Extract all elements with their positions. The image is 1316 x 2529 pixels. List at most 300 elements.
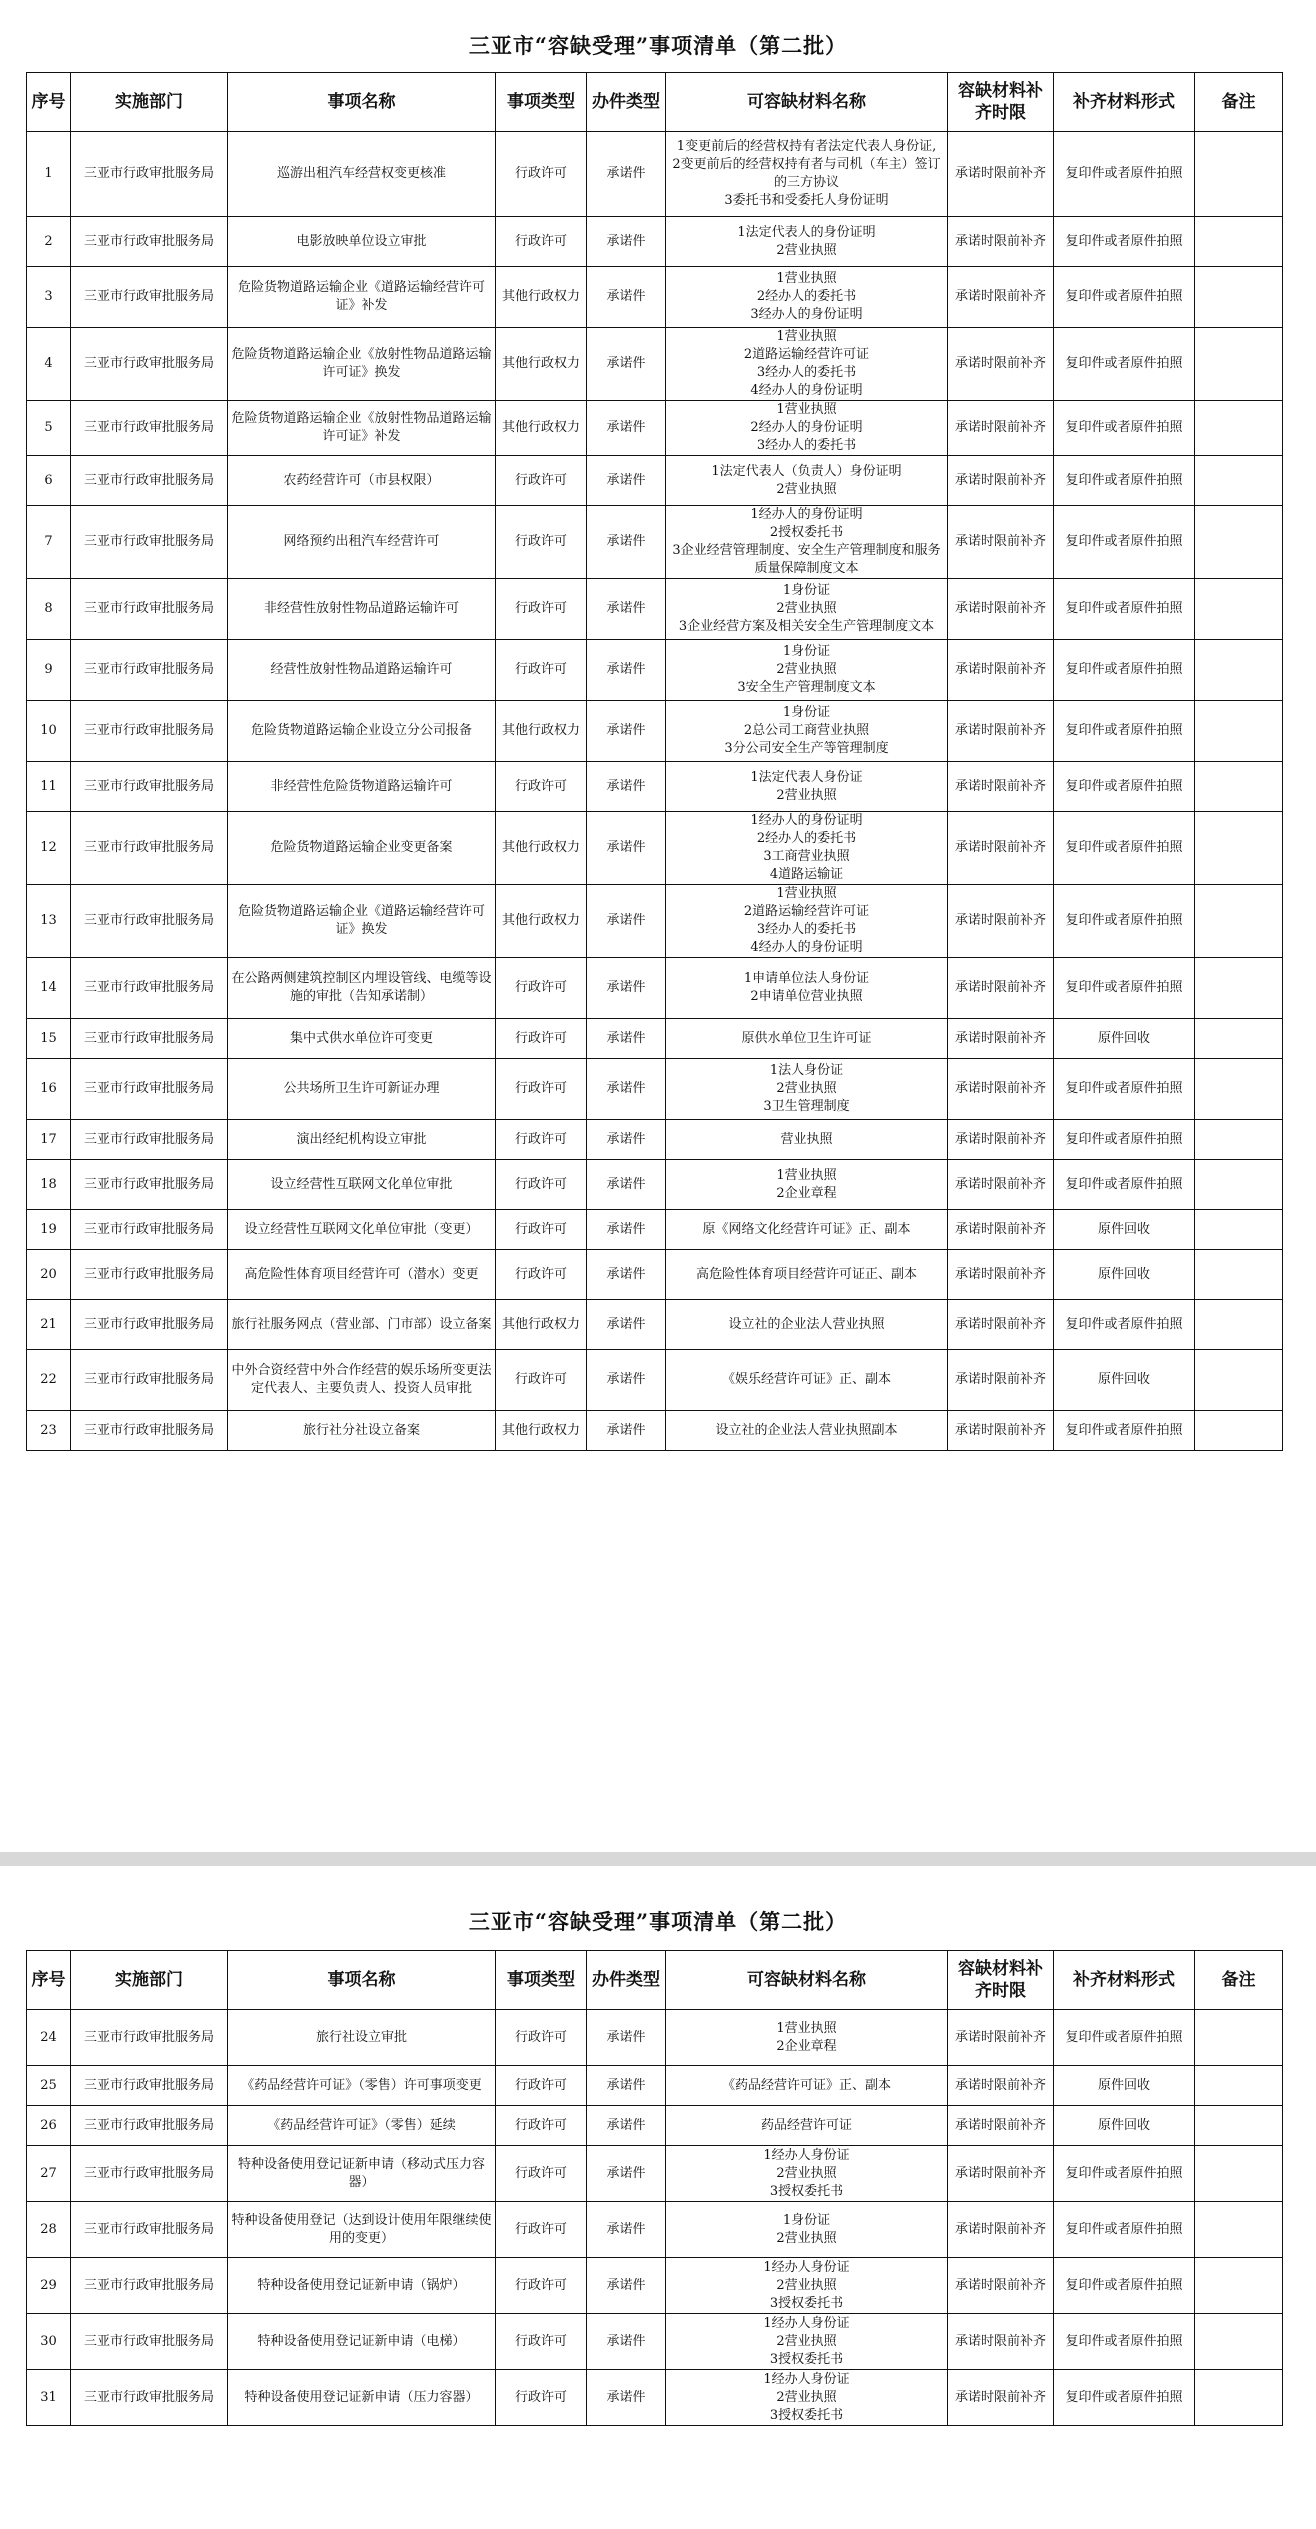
- row-number-cell: 29: [27, 2258, 71, 2314]
- table-header-row: [27, 1951, 1283, 2010]
- case-type-cell: 承诺件: [587, 1250, 666, 1300]
- case-type-cell: 承诺件: [587, 217, 666, 267]
- table-header-row: [27, 73, 1283, 132]
- deadline-cell: 承诺时限前补齐: [948, 2146, 1054, 2202]
- remarks-cell: [1195, 1250, 1283, 1300]
- remarks-cell: [1195, 456, 1283, 506]
- remarks-cell: [1195, 1411, 1283, 1451]
- material-form-cell: 复印件或者原件拍照: [1054, 2146, 1195, 2202]
- materials-cell: 1经办人的身份证明 2授权委托书 3企业经营管理制度、安全生产管理制度和服务质量保障制度文本: [666, 506, 948, 579]
- table-row: [27, 2010, 1283, 2066]
- case-type-cell: 承诺件: [587, 401, 666, 456]
- deadline-cell: 承诺时限前补齐: [948, 762, 1054, 812]
- remarks-cell: [1195, 701, 1283, 762]
- deadline-cell: 承诺时限前补齐: [948, 1120, 1054, 1160]
- case-type-cell: 承诺件: [587, 506, 666, 579]
- deadline-cell: 承诺时限前补齐: [948, 1059, 1054, 1120]
- case-type-cell: 承诺件: [587, 958, 666, 1019]
- materials-cell: 1营业执照 2企业章程: [666, 1160, 948, 1210]
- header-cell: 补齐材料形式: [1054, 73, 1195, 132]
- deadline-cell: 承诺时限前补齐: [948, 328, 1054, 401]
- table-row: [27, 1120, 1283, 1160]
- item-type-cell: 行政许可: [496, 579, 587, 640]
- table-row: [27, 328, 1283, 401]
- material-form-cell: 原件回收: [1054, 1019, 1195, 1059]
- row-number-cell: 12: [27, 812, 71, 885]
- row-number-cell: 25: [27, 2066, 71, 2106]
- case-type-cell: 承诺件: [587, 2370, 666, 2426]
- row-number-cell: 26: [27, 2106, 71, 2146]
- material-form-cell: 复印件或者原件拍照: [1054, 579, 1195, 640]
- item-type-cell: 行政许可: [496, 2370, 587, 2426]
- materials-cell: 1法定代表人身份证 2营业执照: [666, 762, 948, 812]
- item-type-cell: 行政许可: [496, 2010, 587, 2066]
- deadline-cell: 承诺时限前补齐: [948, 1210, 1054, 1250]
- material-form-cell: 复印件或者原件拍照: [1054, 2258, 1195, 2314]
- row-number-cell: 20: [27, 1250, 71, 1300]
- item-name-cell: 非经营性危险货物道路运输许可: [228, 762, 496, 812]
- remarks-cell: [1195, 328, 1283, 401]
- remarks-cell: [1195, 2010, 1283, 2066]
- materials-cell: 1经办人身份证 2营业执照 3授权委托书: [666, 2370, 948, 2426]
- item-table: [26, 72, 1283, 1451]
- item-name-cell: 《药品经营许可证》（零售）许可事项变更: [228, 2066, 496, 2106]
- material-form-cell: 复印件或者原件拍照: [1054, 401, 1195, 456]
- case-type-cell: 承诺件: [587, 640, 666, 701]
- materials-cell: 《药品经营许可证》正、副本: [666, 2066, 948, 2106]
- department-cell: 三亚市行政审批服务局: [71, 762, 228, 812]
- case-type-cell: 承诺件: [587, 2146, 666, 2202]
- deadline-cell: 承诺时限前补齐: [948, 701, 1054, 762]
- department-cell: 三亚市行政审批服务局: [71, 2066, 228, 2106]
- department-cell: 三亚市行政审批服务局: [71, 1350, 228, 1411]
- case-type-cell: 承诺件: [587, 2010, 666, 2066]
- case-type-cell: 承诺件: [587, 762, 666, 812]
- header-cell: 容缺材料补齐时限: [948, 73, 1054, 132]
- table-row: [27, 579, 1283, 640]
- material-form-cell: 复印件或者原件拍照: [1054, 885, 1195, 958]
- table-row: [27, 640, 1283, 701]
- materials-cell: 1法人身份证 2营业执照 3卫生管理制度: [666, 1059, 948, 1120]
- table-row: [27, 1350, 1283, 1411]
- row-number-cell: 16: [27, 1059, 71, 1120]
- row-number-cell: 13: [27, 885, 71, 958]
- materials-cell: 1身份证 2营业执照 3安全生产管理制度文本: [666, 640, 948, 701]
- case-type-cell: 承诺件: [587, 579, 666, 640]
- table-row: [27, 958, 1283, 1019]
- document-page-2: [0, 1866, 1316, 2529]
- item-type-cell: 行政许可: [496, 762, 587, 812]
- case-type-cell: 承诺件: [587, 2066, 666, 2106]
- department-cell: 三亚市行政审批服务局: [71, 401, 228, 456]
- item-name-cell: 经营性放射性物品道路运输许可: [228, 640, 496, 701]
- case-type-cell: 承诺件: [587, 2106, 666, 2146]
- item-type-cell: 行政许可: [496, 1019, 587, 1059]
- item-type-cell: 其他行政权力: [496, 401, 587, 456]
- item-name-cell: 中外合资经营中外合作经营的娱乐场所变更法定代表人、主要负责人、投资人员审批: [228, 1350, 496, 1411]
- material-form-cell: 复印件或者原件拍照: [1054, 267, 1195, 328]
- material-form-cell: 复印件或者原件拍照: [1054, 701, 1195, 762]
- table-row: [27, 1019, 1283, 1059]
- header-cell: 序号: [27, 73, 71, 132]
- row-number-cell: 8: [27, 579, 71, 640]
- materials-cell: 1经办人的身份证明 2经办人的委托书 3工商营业执照 4道路运输证: [666, 812, 948, 885]
- header-cell: 办件类型: [587, 1951, 666, 2010]
- case-type-cell: 承诺件: [587, 1059, 666, 1120]
- material-form-cell: 复印件或者原件拍照: [1054, 2370, 1195, 2426]
- remarks-cell: [1195, 2258, 1283, 2314]
- department-cell: 三亚市行政审批服务局: [71, 958, 228, 1019]
- deadline-cell: 承诺时限前补齐: [948, 2106, 1054, 2146]
- department-cell: 三亚市行政审批服务局: [71, 885, 228, 958]
- remarks-cell: [1195, 1059, 1283, 1120]
- remarks-cell: [1195, 2314, 1283, 2370]
- header-cell: 备注: [1195, 73, 1283, 132]
- department-cell: 三亚市行政审批服务局: [71, 1160, 228, 1210]
- materials-cell: 1法定代表人（负责人）身份证明 2营业执照: [666, 456, 948, 506]
- row-number-cell: 21: [27, 1300, 71, 1350]
- department-cell: 三亚市行政审批服务局: [71, 506, 228, 579]
- material-form-cell: 复印件或者原件拍照: [1054, 2010, 1195, 2066]
- materials-cell: 1经办人身份证 2营业执照 3授权委托书: [666, 2258, 948, 2314]
- department-cell: 三亚市行政审批服务局: [71, 217, 228, 267]
- item-type-cell: 行政许可: [496, 2066, 587, 2106]
- department-cell: 三亚市行政审批服务局: [71, 640, 228, 701]
- header-cell: 补齐材料形式: [1054, 1951, 1195, 2010]
- material-form-cell: 复印件或者原件拍照: [1054, 958, 1195, 1019]
- item-type-cell: 其他行政权力: [496, 267, 587, 328]
- department-cell: 三亚市行政审批服务局: [71, 1250, 228, 1300]
- remarks-cell: [1195, 2146, 1283, 2202]
- deadline-cell: 承诺时限前补齐: [948, 132, 1054, 217]
- case-type-cell: 承诺件: [587, 2202, 666, 2258]
- row-number-cell: 11: [27, 762, 71, 812]
- material-form-cell: 复印件或者原件拍照: [1054, 1120, 1195, 1160]
- item-type-cell: 行政许可: [496, 640, 587, 701]
- remarks-cell: [1195, 2106, 1283, 2146]
- deadline-cell: 承诺时限前补齐: [948, 2202, 1054, 2258]
- row-number-cell: 2: [27, 217, 71, 267]
- material-form-cell: 复印件或者原件拍照: [1054, 217, 1195, 267]
- material-form-cell: 原件回收: [1054, 1210, 1195, 1250]
- materials-cell: 1营业执照 2经办人的身份证明 3经办人的委托书: [666, 401, 948, 456]
- department-cell: 三亚市行政审批服务局: [71, 2146, 228, 2202]
- material-form-cell: 复印件或者原件拍照: [1054, 1300, 1195, 1350]
- item-name-cell: 设立经营性互联网文化单位审批（变更）: [228, 1210, 496, 1250]
- item-name-cell: 《药品经营许可证》（零售）延续: [228, 2106, 496, 2146]
- header-cell: 可容缺材料名称: [666, 1951, 948, 2010]
- deadline-cell: 承诺时限前补齐: [948, 640, 1054, 701]
- table-row: [27, 885, 1283, 958]
- item-name-cell: 特种设备使用登记证新申请（电梯）: [228, 2314, 496, 2370]
- material-form-cell: 复印件或者原件拍照: [1054, 2202, 1195, 2258]
- item-name-cell: 农药经营许可（市县权限）: [228, 456, 496, 506]
- material-form-cell: 复印件或者原件拍照: [1054, 1160, 1195, 1210]
- material-form-cell: 复印件或者原件拍照: [1054, 2314, 1195, 2370]
- table-row: [27, 132, 1283, 217]
- deadline-cell: 承诺时限前补齐: [948, 885, 1054, 958]
- item-type-cell: 行政许可: [496, 2202, 587, 2258]
- table-row: [27, 2202, 1283, 2258]
- item-type-cell: 行政许可: [496, 1120, 587, 1160]
- remarks-cell: [1195, 1210, 1283, 1250]
- department-cell: 三亚市行政审批服务局: [71, 1059, 228, 1120]
- case-type-cell: 承诺件: [587, 1210, 666, 1250]
- department-cell: 三亚市行政审批服务局: [71, 2370, 228, 2426]
- header-cell: 可容缺材料名称: [666, 73, 948, 132]
- item-name-cell: 高危险性体育项目经营许可（潜水）变更: [228, 1250, 496, 1300]
- row-number-cell: 7: [27, 506, 71, 579]
- remarks-cell: [1195, 885, 1283, 958]
- page-separator: [0, 1852, 1316, 1866]
- row-number-cell: 4: [27, 328, 71, 401]
- item-type-cell: 行政许可: [496, 958, 587, 1019]
- header-cell: 事项名称: [228, 1951, 496, 2010]
- remarks-cell: [1195, 812, 1283, 885]
- deadline-cell: 承诺时限前补齐: [948, 812, 1054, 885]
- header-cell: 实施部门: [71, 73, 228, 132]
- header-cell: 事项类型: [496, 1951, 587, 2010]
- remarks-cell: [1195, 2066, 1283, 2106]
- materials-cell: 设立社的企业法人营业执照: [666, 1300, 948, 1350]
- item-type-cell: 其他行政权力: [496, 812, 587, 885]
- row-number-cell: 17: [27, 1120, 71, 1160]
- department-cell: 三亚市行政审批服务局: [71, 2202, 228, 2258]
- item-type-cell: 行政许可: [496, 132, 587, 217]
- remarks-cell: [1195, 132, 1283, 217]
- row-number-cell: 15: [27, 1019, 71, 1059]
- header-cell: 事项类型: [496, 73, 587, 132]
- row-number-cell: 14: [27, 958, 71, 1019]
- remarks-cell: [1195, 506, 1283, 579]
- materials-cell: 1申请单位法人身份证 2申请单位营业执照: [666, 958, 948, 1019]
- department-cell: 三亚市行政审批服务局: [71, 1019, 228, 1059]
- table-row: [27, 401, 1283, 456]
- deadline-cell: 承诺时限前补齐: [948, 217, 1054, 267]
- table-row: [27, 1300, 1283, 1350]
- materials-cell: 原《网络文化经营许可证》正、副本: [666, 1210, 948, 1250]
- table-row: [27, 762, 1283, 812]
- remarks-cell: [1195, 267, 1283, 328]
- department-cell: 三亚市行政审批服务局: [71, 812, 228, 885]
- table-row: [27, 2370, 1283, 2426]
- deadline-cell: 承诺时限前补齐: [948, 1350, 1054, 1411]
- deadline-cell: 承诺时限前补齐: [948, 579, 1054, 640]
- materials-cell: 1经办人身份证 2营业执照 3授权委托书: [666, 2314, 948, 2370]
- item-type-cell: 其他行政权力: [496, 328, 587, 401]
- item-type-cell: 其他行政权力: [496, 701, 587, 762]
- remarks-cell: [1195, 2370, 1283, 2426]
- material-form-cell: 复印件或者原件拍照: [1054, 506, 1195, 579]
- item-type-cell: 行政许可: [496, 1350, 587, 1411]
- row-number-cell: 30: [27, 2314, 71, 2370]
- item-name-cell: 演出经纪机构设立审批: [228, 1120, 496, 1160]
- material-form-cell: 复印件或者原件拍照: [1054, 812, 1195, 885]
- materials-cell: 1法定代表人的身份证明 2营业执照: [666, 217, 948, 267]
- item-type-cell: 行政许可: [496, 1210, 587, 1250]
- deadline-cell: 承诺时限前补齐: [948, 401, 1054, 456]
- case-type-cell: 承诺件: [587, 1019, 666, 1059]
- item-name-cell: 危险货物道路运输企业《放射性物品道路运输许可证》换发: [228, 328, 496, 401]
- remarks-cell: [1195, 762, 1283, 812]
- table-row: [27, 2106, 1283, 2146]
- remarks-cell: [1195, 958, 1283, 1019]
- department-cell: 三亚市行政审批服务局: [71, 267, 228, 328]
- row-number-cell: 9: [27, 640, 71, 701]
- materials-cell: 1营业执照 2经办人的委托书 3经办人的身份证明: [666, 267, 948, 328]
- item-name-cell: 危险货物道路运输企业设立分公司报备: [228, 701, 496, 762]
- item-type-cell: 行政许可: [496, 1160, 587, 1210]
- deadline-cell: 承诺时限前补齐: [948, 1300, 1054, 1350]
- remarks-cell: [1195, 1160, 1283, 1210]
- item-table: [26, 1950, 1283, 2426]
- item-name-cell: 在公路两侧建筑控制区内埋设管线、电缆等设施的审批（告知承诺制）: [228, 958, 496, 1019]
- materials-cell: 药品经营许可证: [666, 2106, 948, 2146]
- page-title: 三亚市“容缺受理”事项清单（第二批）: [468, 33, 848, 58]
- table-row: [27, 1059, 1283, 1120]
- table-row: [27, 506, 1283, 579]
- table-row: [27, 456, 1283, 506]
- materials-cell: 1经办人身份证 2营业执照 3授权委托书: [666, 2146, 948, 2202]
- department-cell: 三亚市行政审批服务局: [71, 579, 228, 640]
- row-number-cell: 19: [27, 1210, 71, 1250]
- item-name-cell: 旅行社设立审批: [228, 2010, 496, 2066]
- item-name-cell: 特种设备使用登记证新申请（压力容器）: [228, 2370, 496, 2426]
- table-row: [27, 701, 1283, 762]
- case-type-cell: 承诺件: [587, 1411, 666, 1451]
- deadline-cell: 承诺时限前补齐: [948, 1019, 1054, 1059]
- table-row: [27, 2258, 1283, 2314]
- item-type-cell: 行政许可: [496, 456, 587, 506]
- deadline-cell: 承诺时限前补齐: [948, 1160, 1054, 1210]
- row-number-cell: 23: [27, 1411, 71, 1451]
- department-cell: 三亚市行政审批服务局: [71, 2106, 228, 2146]
- header-cell: 实施部门: [71, 1951, 228, 2010]
- item-name-cell: 危险货物道路运输企业《放射性物品道路运输许可证》补发: [228, 401, 496, 456]
- case-type-cell: 承诺件: [587, 328, 666, 401]
- item-type-cell: 其他行政权力: [496, 1300, 587, 1350]
- department-cell: 三亚市行政审批服务局: [71, 1300, 228, 1350]
- item-name-cell: 危险货物道路运输企业《道路运输经营许可证》换发: [228, 885, 496, 958]
- row-number-cell: 27: [27, 2146, 71, 2202]
- item-type-cell: 行政许可: [496, 217, 587, 267]
- item-name-cell: 电影放映单位设立审批: [228, 217, 496, 267]
- case-type-cell: 承诺件: [587, 701, 666, 762]
- item-name-cell: 特种设备使用登记证新申请（锅炉）: [228, 2258, 496, 2314]
- item-type-cell: 其他行政权力: [496, 1411, 587, 1451]
- materials-cell: 1营业执照 2企业章程: [666, 2010, 948, 2066]
- materials-cell: 1身份证 2营业执照 3企业经营方案及相关安全生产管理制度文本: [666, 579, 948, 640]
- department-cell: 三亚市行政审批服务局: [71, 456, 228, 506]
- case-type-cell: 承诺件: [587, 2258, 666, 2314]
- deadline-cell: 承诺时限前补齐: [948, 2066, 1054, 2106]
- department-cell: 三亚市行政审批服务局: [71, 701, 228, 762]
- table-row: [27, 2066, 1283, 2106]
- remarks-cell: [1195, 579, 1283, 640]
- deadline-cell: 承诺时限前补齐: [948, 1411, 1054, 1451]
- deadline-cell: 承诺时限前补齐: [948, 2258, 1054, 2314]
- row-number-cell: 1: [27, 132, 71, 217]
- case-type-cell: 承诺件: [587, 2314, 666, 2370]
- row-number-cell: 18: [27, 1160, 71, 1210]
- item-name-cell: 危险货物道路运输企业变更备案: [228, 812, 496, 885]
- item-name-cell: 特种设备使用登记证新申请（移动式压力容器）: [228, 2146, 496, 2202]
- remarks-cell: [1195, 1120, 1283, 1160]
- materials-cell: 《娱乐经营许可证》正、副本: [666, 1350, 948, 1411]
- item-name-cell: 非经营性放射性物品道路运输许可: [228, 579, 496, 640]
- remarks-cell: [1195, 401, 1283, 456]
- case-type-cell: 承诺件: [587, 812, 666, 885]
- deadline-cell: 承诺时限前补齐: [948, 456, 1054, 506]
- material-form-cell: 原件回收: [1054, 2066, 1195, 2106]
- item-type-cell: 其他行政权力: [496, 885, 587, 958]
- remarks-cell: [1195, 1350, 1283, 1411]
- item-name-cell: 集中式供水单位许可变更: [228, 1019, 496, 1059]
- department-cell: 三亚市行政审批服务局: [71, 2258, 228, 2314]
- item-name-cell: 公共场所卫生许可新证办理: [228, 1059, 496, 1120]
- row-number-cell: 10: [27, 701, 71, 762]
- material-form-cell: 原件回收: [1054, 2106, 1195, 2146]
- header-cell: 事项名称: [228, 73, 496, 132]
- remarks-cell: [1195, 640, 1283, 701]
- department-cell: 三亚市行政审批服务局: [71, 132, 228, 217]
- item-type-cell: 行政许可: [496, 2146, 587, 2202]
- case-type-cell: 承诺件: [587, 1300, 666, 1350]
- department-cell: 三亚市行政审批服务局: [71, 2010, 228, 2066]
- deadline-cell: 承诺时限前补齐: [948, 958, 1054, 1019]
- header-cell: 办件类型: [587, 73, 666, 132]
- materials-cell: 1身份证 2总公司工商营业执照 3分公司安全生产等管理制度: [666, 701, 948, 762]
- materials-cell: 设立社的企业法人营业执照副本: [666, 1411, 948, 1451]
- case-type-cell: 承诺件: [587, 1160, 666, 1210]
- page-title: 三亚市“容缺受理”事项清单（第二批）: [468, 1909, 848, 1934]
- materials-cell: 原供水单位卫生许可证: [666, 1019, 948, 1059]
- row-number-cell: 28: [27, 2202, 71, 2258]
- material-form-cell: 复印件或者原件拍照: [1054, 1059, 1195, 1120]
- table-row: [27, 812, 1283, 885]
- case-type-cell: 承诺件: [587, 132, 666, 217]
- row-number-cell: 6: [27, 456, 71, 506]
- material-form-cell: 复印件或者原件拍照: [1054, 762, 1195, 812]
- materials-cell: 1变更前后的经营权持有者法定代表人身份证, 2变更前后的经营权持有者与司机（车主）签订的三方协议 3委托书和受委托人身份证明: [666, 132, 948, 217]
- item-type-cell: 行政许可: [496, 2258, 587, 2314]
- material-form-cell: 原件回收: [1054, 1250, 1195, 1300]
- item-name-cell: 巡游出租汽车经营权变更核准: [228, 132, 496, 217]
- material-form-cell: 复印件或者原件拍照: [1054, 328, 1195, 401]
- row-number-cell: 22: [27, 1350, 71, 1411]
- deadline-cell: 承诺时限前补齐: [948, 2370, 1054, 2426]
- department-cell: 三亚市行政审批服务局: [71, 1210, 228, 1250]
- table-row: [27, 2146, 1283, 2202]
- row-number-cell: 3: [27, 267, 71, 328]
- row-number-cell: 24: [27, 2010, 71, 2066]
- item-name-cell: 设立经营性互联网文化单位审批: [228, 1160, 496, 1210]
- deadline-cell: 承诺时限前补齐: [948, 267, 1054, 328]
- item-type-cell: 行政许可: [496, 2314, 587, 2370]
- material-form-cell: 复印件或者原件拍照: [1054, 640, 1195, 701]
- department-cell: 三亚市行政审批服务局: [71, 1411, 228, 1451]
- item-name-cell: 旅行社分社设立备案: [228, 1411, 496, 1451]
- item-type-cell: 行政许可: [496, 1250, 587, 1300]
- case-type-cell: 承诺件: [587, 885, 666, 958]
- department-cell: 三亚市行政审批服务局: [71, 1120, 228, 1160]
- table-row: [27, 2314, 1283, 2370]
- deadline-cell: 承诺时限前补齐: [948, 506, 1054, 579]
- deadline-cell: 承诺时限前补齐: [948, 1250, 1054, 1300]
- table-row: [27, 1250, 1283, 1300]
- material-form-cell: 复印件或者原件拍照: [1054, 132, 1195, 217]
- materials-cell: 高危险性体育项目经营许可证正、副本: [666, 1250, 948, 1300]
